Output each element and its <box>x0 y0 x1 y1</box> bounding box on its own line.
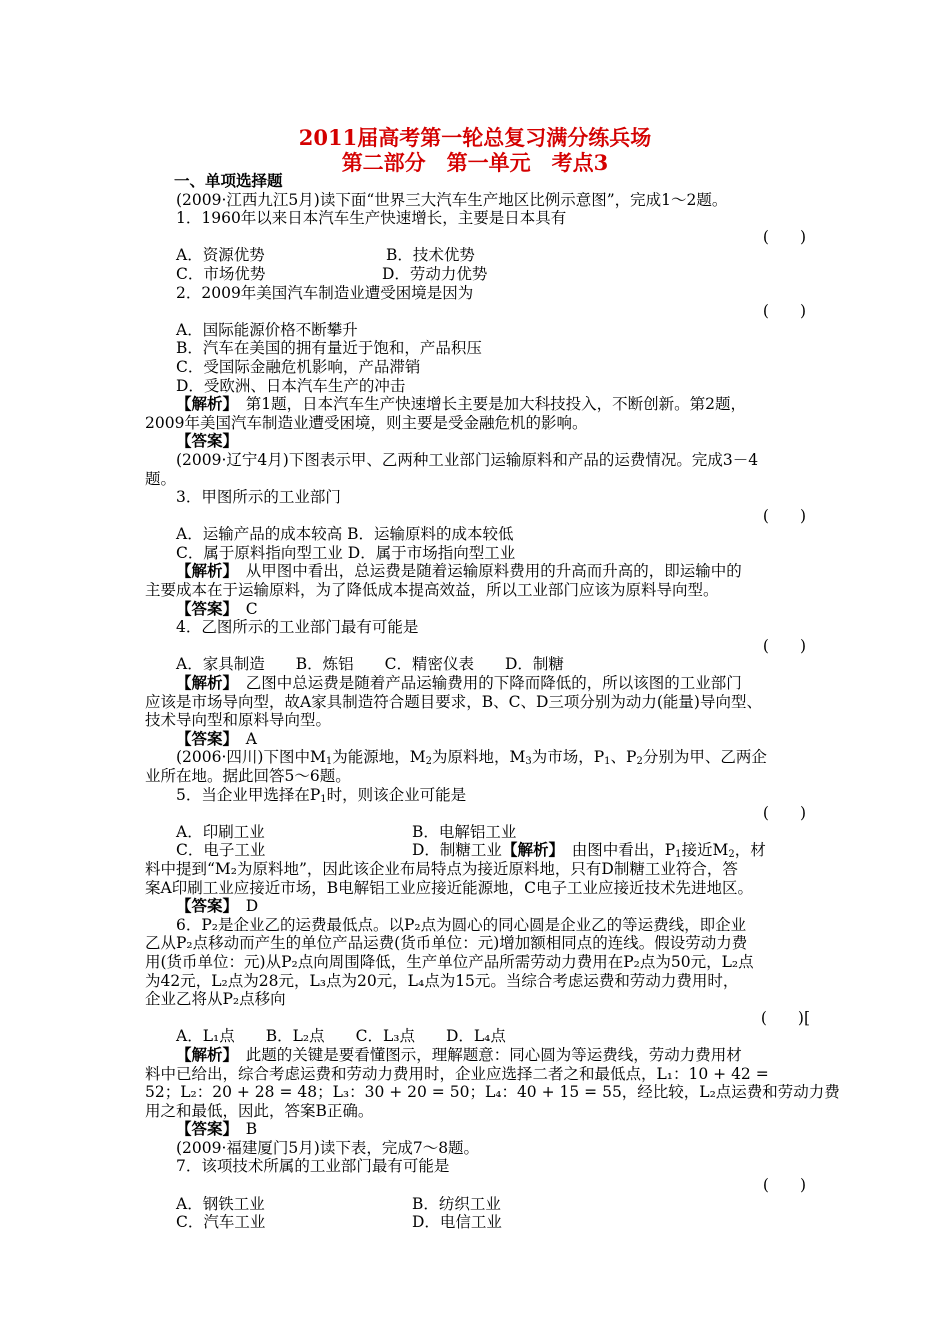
q4-analysis-line2: 应该是市场导向型，故A家具制造符合题目要求，B、C、D三项分别为动力(能量)导向型、 <box>145 692 762 711</box>
q5-options-row1 <box>145 823 810 842</box>
q3-analysis-line1 <box>145 562 810 581</box>
q1-answer-bracket: ( ) <box>762 227 806 246</box>
q7-option-c: C．汽车工业 <box>176 1213 266 1232</box>
answer-value: B <box>245 1120 258 1139</box>
q5-option-c: C．电子工业 <box>176 841 266 860</box>
analysis-label: 【解析】 <box>176 1044 231 1064</box>
q4-analysis-line3: 技术导向型和原料导向型。 <box>145 711 332 730</box>
q3-stem: 3．甲图所示的工业部门 <box>176 488 341 507</box>
q7-options-row2 <box>145 1213 810 1232</box>
q7-option-a: A．钢铁工业 <box>176 1194 265 1213</box>
intro-q7-8: (2009·福建厦门5月)读下表，完成7～8题。 <box>176 1138 480 1157</box>
q6-stem-line2: 乙从P₂点移动而产生的单位产品运费(货币单位：元)增加额相同点的连线。假设劳动力费 <box>145 934 748 953</box>
q6-answer <box>145 1120 810 1139</box>
q2-option-c: C．受国际金融危机影响，产品滞销 <box>176 357 421 376</box>
intro-q3-4-line2: 题。 <box>145 469 177 488</box>
q6-analysis-line4: 用之和最低，因此，答案B正确。 <box>145 1101 374 1120</box>
section-heading: 一、单项选择题 <box>174 171 283 190</box>
q5-options-row2: C．电子工业 D．制糖工业【解析】 由图中看出，$P_1$接近$M_2$，材 <box>176 840 766 861</box>
document-subtitle: 第二部分 第一单元 考点3 <box>341 150 609 175</box>
intro-q5-6-line1: (2006·四川)下图中$M_1$为能源地，$M_2$为原料地，$M_3$为市场，$P_1$、$P_2$分别为甲、乙两企 <box>176 748 767 768</box>
answer-q1-2 <box>145 432 810 451</box>
q4-answer-bracket: ( ) <box>762 636 806 655</box>
q7-answer-bracket: ( ) <box>762 1176 806 1195</box>
q1-option-b: B．技术优势 <box>386 246 475 265</box>
q1-option-a: A．资源优势 <box>176 246 265 265</box>
analysis-label: 【解析】 <box>176 394 231 414</box>
q6-options: A．L₁点 B．L₂点 C．L₃点 D．L₄点 <box>176 1027 506 1046</box>
q7-options-row1 <box>145 1195 810 1214</box>
q4-analysis-line1 <box>145 674 810 693</box>
answer-label: 【答案】 <box>176 728 231 748</box>
analysis-text: 从甲图中看出，总运费是随着运输原料费用的升高而升高的，即运输中的 <box>245 562 742 581</box>
analysis-q1-2-line1 <box>145 395 810 414</box>
q5-option-b: B．电解铝工业 <box>412 822 517 841</box>
q2-answer-bracket: ( ) <box>762 302 806 321</box>
analysis-label: 【解析】 <box>501 840 557 860</box>
q5-option-a: A．印刷工业 <box>176 822 265 841</box>
q5-analysis-line2: 料中提到“M₂为原料地”，因此该企业布局特点为接近原料地，只有D制糖工业符合，答 <box>145 859 738 878</box>
q4-answer <box>145 730 810 749</box>
q2-option-d: D．受欧洲、日本汽车生产的冲击 <box>176 376 406 395</box>
q6-analysis-line1 <box>145 1046 810 1065</box>
intro-q1-2: (2009·江西九江5月)读下面“世界三大汽车生产地区比例示意图”，完成1～2题。 <box>176 190 728 209</box>
q2-stem: 2．2009年美国汽车制造业遭受困境是因为 <box>176 283 474 302</box>
answer-label: 【答案】 <box>176 431 239 451</box>
intro-q3-4-line1: (2009·辽宁4月)下图表示甲、乙两种工业部门运输原料和产品的运费情况。完成3－4 <box>176 450 759 469</box>
q1-option-d: D．劳动力优势 <box>382 264 488 283</box>
q6-stem-line4: 为42元，L₂点为28元，L₃点为20元，L₄点为15元。当综合考虑运费和劳动力费用时， <box>145 971 739 990</box>
q7-option-d: D．电信工业 <box>412 1213 502 1232</box>
analysis-q1-2-line2: 2009年美国汽车制造业遭受困境，则主要是受金融危机的影响。 <box>145 413 588 432</box>
q5-option-d: D．制糖工业 <box>412 841 502 860</box>
analysis-label: 【解析】 <box>176 673 231 693</box>
analysis-text: 乙图中总运费是随着产品运输费用的下降而降低的，所以该图的工业部门 <box>245 674 742 693</box>
q5-answer <box>145 897 810 916</box>
answer-label: 【答案】 <box>176 598 231 618</box>
q6-answer-bracket: ( )[ <box>760 1008 810 1027</box>
q1-options-row2 <box>145 265 810 284</box>
analysis-label: 【解析】 <box>176 561 231 581</box>
q7-option-b: B．纺织工业 <box>412 1194 501 1213</box>
q5-stem: 5．当企业甲选择在$P_1$时，则该企业可能是 <box>176 785 467 805</box>
answer-label: 【答案】 <box>176 896 231 916</box>
answer-value: D <box>245 897 259 916</box>
q6-stem-line5: 企业乙将从P₂点移向 <box>145 990 286 1009</box>
q3-analysis-line2: 主要成本在于运输原料，为了降低成本提高效益，所以工业部门应该为原料导向型。 <box>145 581 719 600</box>
answer-value: C <box>245 599 258 618</box>
q6-stem-line1: 6．P₂是企业乙的运费最低点。以P₂点为圆心的同心圆是企业乙的等运费线，即企业 <box>176 915 747 934</box>
analysis-text: 此题的关键是要看懂图示，理解题意：同心圆为等运费线，劳动力费用材 <box>245 1045 742 1064</box>
q3-options-ab: A．运输产品的成本较高 B．运输原料的成本较低 <box>176 525 514 544</box>
q5-answer-bracket: ( ) <box>762 804 806 823</box>
q6-analysis-line3: 52；L₂：20 + 28 = 48；L₃：30 + 20 = 50；L₄：40 + 15 = 55，经比较，L₂点运费和劳动力费 <box>145 1083 840 1102</box>
intro-q5-6-line2: 业所在地。据此回答5～6题。 <box>145 767 351 785</box>
q3-answer-bracket: ( ) <box>762 506 806 525</box>
q3-answer <box>145 600 810 619</box>
q1-option-c: C．市场优势 <box>176 264 266 283</box>
q2-option-a: A．国际能源价格不断攀升 <box>176 320 358 339</box>
analysis-text: 第1题，日本汽车生产快速增长主要是加大科技投入，不断创新。第2题， <box>245 395 747 414</box>
q2-option-b: B．汽车在美国的拥有量近于饱和，产品积压 <box>176 339 482 358</box>
q3-options-cd: C．属于原料指向型工业 D．属于市场指向型工业 <box>176 543 516 562</box>
q6-analysis-line2: 料中已给出，综合考虑运费和劳动力费用时，企业应选择二者之和最低点，L₁：10 + 42 = <box>145 1064 769 1083</box>
q7-stem: 7．该项技术所属的工业部门最有可能是 <box>176 1157 450 1176</box>
document-title: 2011届高考第一轮总复习满分练兵场 <box>298 125 652 150</box>
answer-value: A <box>245 729 257 748</box>
q5-analysis-line3: 案A印刷工业应接近市场，B电解铝工业应接近能源地，C电子工业应接近技术先进地区。 <box>145 878 753 897</box>
document-body <box>145 171 840 1232</box>
q1-stem: 1．1960年以来日本汽车生产快速增长，主要是日本具有 <box>176 209 567 228</box>
q4-stem: 4．乙图所示的工业部门最有可能是 <box>176 618 419 637</box>
q6-stem-line3: 用(货币单位：元)从P₂点向周围降低，生产单位产品所需劳动力费用在P₂点为50元，L₂点 <box>145 952 754 971</box>
answer-label: 【答案】 <box>176 1119 231 1139</box>
q4-options: A．家具制造 B．炼铝 C．精密仪表 D．制糖 <box>176 655 564 674</box>
q1-options-row1 <box>145 246 810 265</box>
